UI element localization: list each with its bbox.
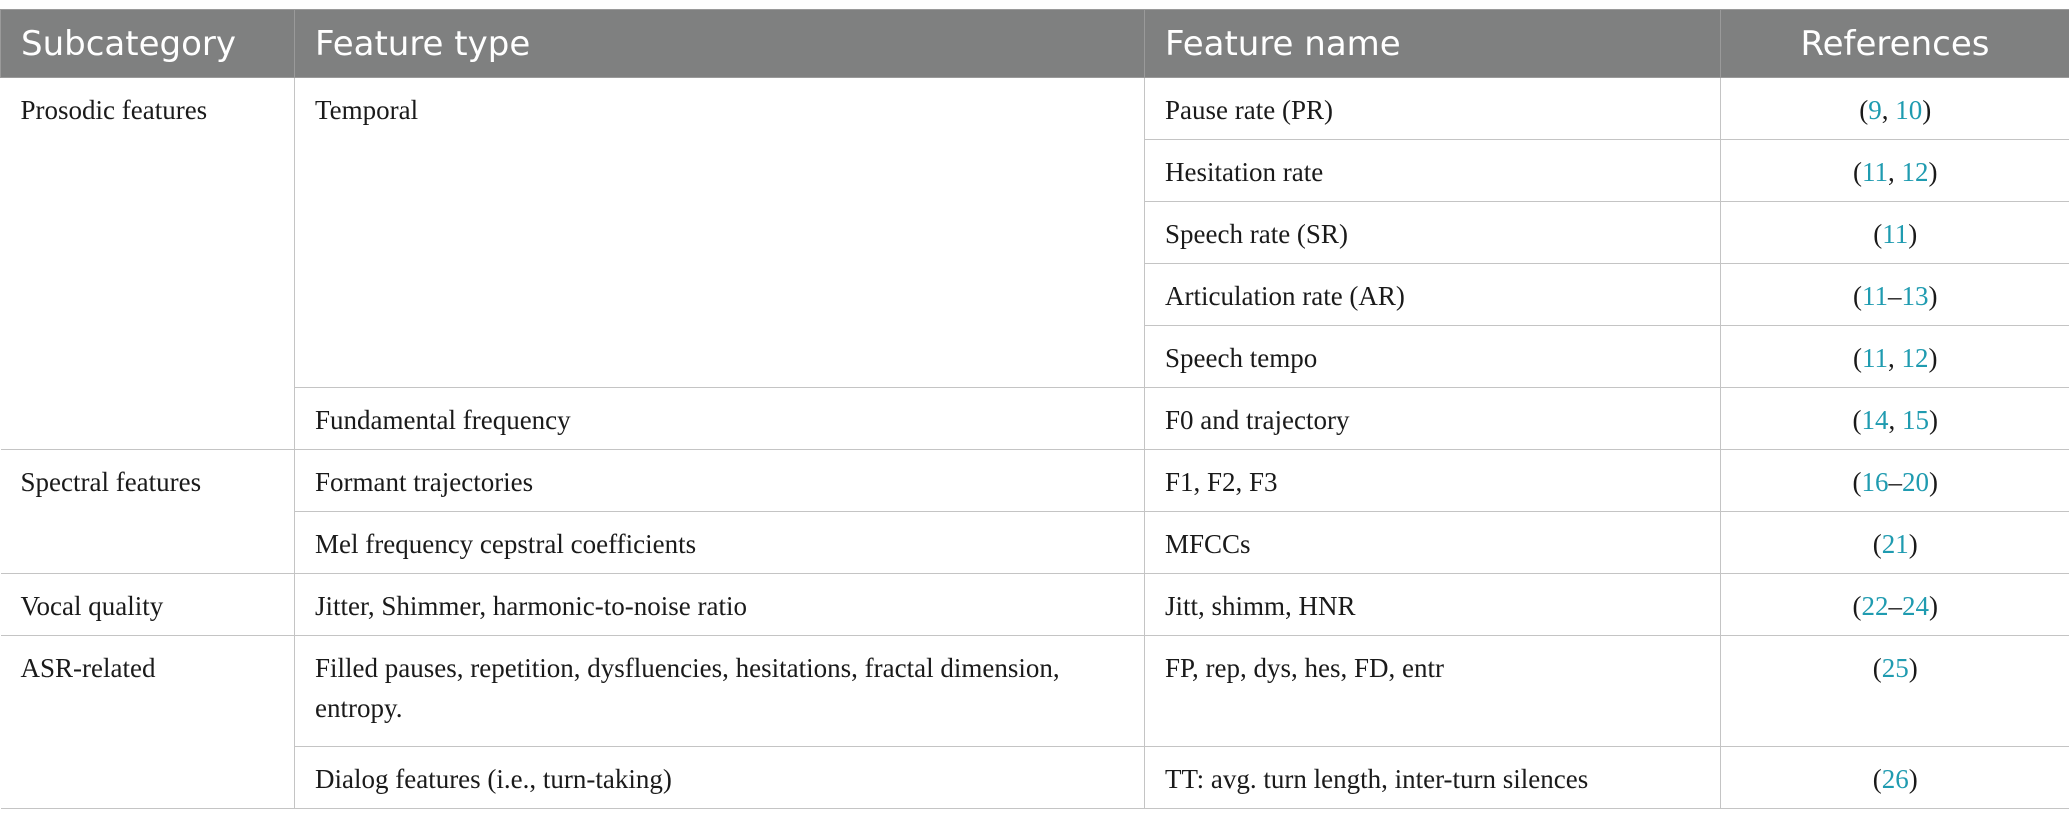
reference-punctuation: ) (1928, 281, 1938, 311)
reference-link[interactable]: 12 (1901, 157, 1929, 187)
reference-link[interactable]: 25 (1881, 653, 1909, 683)
feature-type-cell: Fundamental frequency (295, 388, 1145, 450)
table-row (1, 78, 2069, 140)
feature-name-cell: Hesitation rate (1145, 140, 1721, 202)
reference-punctuation: ( (1872, 764, 1882, 794)
feature-type-cell: Jitter, Shimmer, harmonic-to-noise ratio (295, 574, 1145, 636)
reference-link[interactable]: 20 (1902, 467, 1929, 497)
table-row (1, 450, 2069, 512)
reference-link[interactable]: 9 (1868, 95, 1882, 125)
table-row (1, 574, 2069, 636)
reference-punctuation: ( (1859, 95, 1869, 125)
table-header (1, 10, 2069, 78)
reference-punctuation: ) (1908, 764, 1918, 794)
reference-punctuation: – (1888, 281, 1902, 311)
reference-link[interactable]: 10 (1895, 95, 1923, 125)
reference-punctuation: ( (1852, 405, 1862, 435)
feature-name-cell: Articulation rate (AR) (1145, 264, 1721, 326)
feature-name-cell: Speech tempo (1145, 326, 1721, 388)
header-subcategory: Subcategory (1, 10, 295, 78)
feature-type-cell: Filled pauses, repetition, dysfluencies, hesitations, fractal dimension, entropy. (295, 636, 1145, 747)
feature-name-cell: TT: avg. turn length, inter-turn silences (1145, 747, 1721, 809)
feature-type-cell: Mel frequency cepstral coefficients (295, 512, 1145, 574)
references-cell (1721, 78, 2069, 140)
header-references: References (1721, 10, 2069, 78)
feature-type-cell: Formant trajectories (295, 450, 1145, 512)
table-row (1, 636, 2069, 747)
reference-punctuation: ( (1853, 343, 1862, 373)
reference-link[interactable]: 14 (1861, 405, 1889, 435)
references-cell (1721, 747, 2069, 809)
references-cell (1721, 202, 2069, 264)
reference-punctuation: – (1888, 591, 1902, 621)
reference-punctuation: ) (1929, 467, 1938, 497)
references-cell (1721, 140, 2069, 202)
reference-punctuation: , (1888, 405, 1902, 435)
reference-punctuation: ( (1852, 467, 1862, 497)
table-row (1, 747, 2069, 809)
references-cell (1721, 450, 2069, 512)
reference-punctuation: , (1888, 157, 1902, 187)
feature-name-cell: F1, F2, F3 (1145, 450, 1721, 512)
reference-punctuation: ( (1872, 653, 1882, 683)
feature-name-cell: MFCCs (1145, 512, 1721, 574)
feature-name-cell: FP, rep, dys, hes, FD, entr (1145, 636, 1721, 747)
header-row (1, 10, 2069, 78)
reference-punctuation: , (1881, 95, 1896, 125)
reference-link[interactable]: 22 (1861, 591, 1889, 621)
reference-link[interactable]: 24 (1902, 591, 1929, 621)
header-feature-name: Feature name (1145, 10, 1721, 78)
reference-punctuation: ) (1928, 343, 1938, 373)
reference-punctuation: ) (1922, 95, 1932, 125)
table-row (1, 388, 2069, 450)
table-row (1, 512, 2069, 574)
references-cell (1721, 264, 2069, 326)
references-cell (1721, 326, 2069, 388)
reference-punctuation: – (1888, 467, 1902, 497)
subcategory-cell: Vocal quality (1, 574, 295, 636)
feature-type-cell: Dialog features (i.e., turn-taking) (295, 747, 1145, 809)
references-cell (1721, 512, 2069, 574)
reference-link[interactable]: 16 (1861, 467, 1889, 497)
reference-punctuation: ) (1929, 405, 1938, 435)
reference-link[interactable]: 11 (1862, 343, 1888, 373)
feature-name-cell: Speech rate (SR) (1145, 202, 1721, 264)
reference-punctuation: ( (1853, 157, 1862, 187)
subcategory-cell: ASR-related (1, 636, 295, 809)
feature-name-cell: Pause rate (PR) (1145, 78, 1721, 140)
table-body (1, 78, 2069, 809)
features-table (0, 9, 2069, 809)
references-cell (1721, 636, 2069, 747)
reference-punctuation: ) (1908, 653, 1918, 683)
feature-name-cell: Jitt, shimm, HNR (1145, 574, 1721, 636)
reference-punctuation: ( (1872, 529, 1882, 559)
reference-punctuation: ( (1873, 219, 1883, 249)
reference-link[interactable]: 11 (1882, 219, 1909, 249)
reference-link[interactable]: 13 (1901, 281, 1929, 311)
reference-link[interactable]: 12 (1901, 343, 1929, 373)
subcategory-cell: Spectral features (1, 450, 295, 574)
reference-link[interactable]: 15 (1902, 405, 1929, 435)
header-feature-type: Feature type (295, 10, 1145, 78)
reference-punctuation: ) (1908, 219, 1918, 249)
reference-link[interactable]: 11 (1862, 281, 1888, 311)
reference-punctuation: ) (1928, 157, 1938, 187)
feature-name-cell: F0 and trajectory (1145, 388, 1721, 450)
reference-punctuation: ( (1853, 281, 1862, 311)
reference-link[interactable]: 11 (1862, 157, 1888, 187)
reference-punctuation: , (1888, 343, 1902, 373)
references-cell (1721, 574, 2069, 636)
reference-link[interactable]: 21 (1881, 529, 1909, 559)
reference-punctuation: ( (1852, 591, 1862, 621)
reference-link[interactable]: 26 (1881, 764, 1909, 794)
feature-type-cell: Temporal (295, 78, 1145, 388)
subcategory-cell: Prosodic features (1, 78, 295, 450)
reference-punctuation: ) (1929, 591, 1938, 621)
reference-punctuation: ) (1908, 529, 1918, 559)
references-cell (1721, 388, 2069, 450)
